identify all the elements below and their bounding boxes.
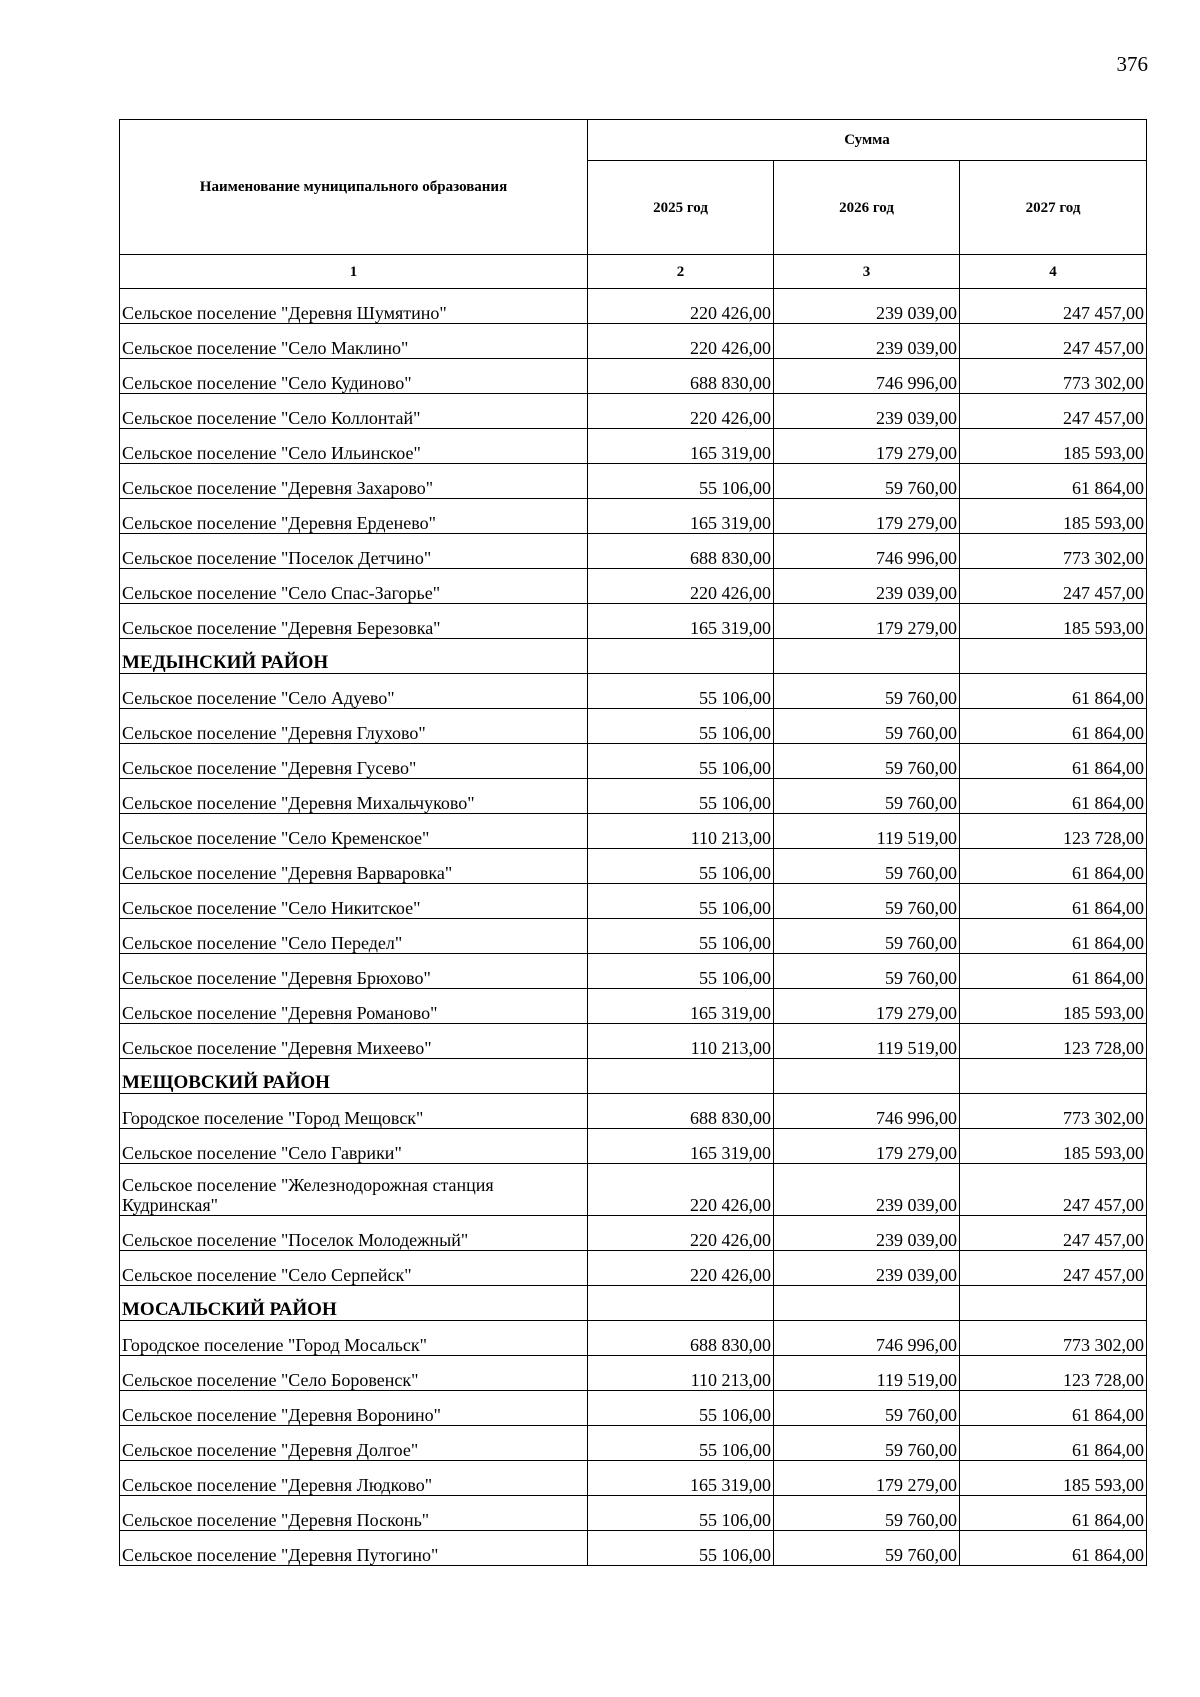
amount-2025: 110 213,00 <box>588 1024 774 1059</box>
amount-2026: 59 760,00 <box>774 464 960 499</box>
amount-2027: 773 302,00 <box>960 534 1147 569</box>
amount-2026: 239 039,00 <box>774 1251 960 1286</box>
table-row <box>120 499 1147 534</box>
amount-2027: 61 864,00 <box>960 779 1147 814</box>
table-row <box>120 1461 1147 1496</box>
amount-2025: 110 213,00 <box>588 814 774 849</box>
amount-2027: 185 593,00 <box>960 604 1147 639</box>
header-colnum-3: 3 <box>774 255 960 289</box>
amount-2026: 59 760,00 <box>774 1531 960 1566</box>
amount-2027: 247 457,00 <box>960 1216 1147 1251</box>
page-number: 376 <box>1116 52 1148 76</box>
amount-2027: 123 728,00 <box>960 814 1147 849</box>
table-row <box>120 1129 1147 1164</box>
municipality-name: Сельское поселение "Деревня Березовка" <box>120 604 588 639</box>
municipality-name: Сельское поселение "Село Серпейск" <box>120 1251 588 1286</box>
amount-2025: 165 319,00 <box>588 499 774 534</box>
municipality-name: Сельское поселение "Поселок Детчино" <box>120 534 588 569</box>
amount-2027: 61 864,00 <box>960 709 1147 744</box>
header-colnum-4: 4 <box>960 255 1147 289</box>
municipality-name: Сельское поселение "Село Маклино" <box>120 324 588 359</box>
header-sum-group: Сумма <box>588 120 1147 161</box>
amount-2026: 59 760,00 <box>774 674 960 709</box>
amount-2027 <box>960 1286 1147 1321</box>
amount-2025: 688 830,00 <box>588 1094 774 1129</box>
amount-2026: 119 519,00 <box>774 1024 960 1059</box>
table-row <box>120 359 1147 394</box>
municipality-name: Сельское поселение "Деревня Глухово" <box>120 709 588 744</box>
amount-2025: 165 319,00 <box>588 1461 774 1496</box>
amount-2026: 179 279,00 <box>774 429 960 464</box>
table-row <box>120 919 1147 954</box>
amount-2026: 59 760,00 <box>774 744 960 779</box>
amount-2026: 746 996,00 <box>774 1094 960 1129</box>
amount-2026: 239 039,00 <box>774 1216 960 1251</box>
amount-2026: 746 996,00 <box>774 1321 960 1356</box>
municipality-name: Сельское поселение "Деревня Воронино" <box>120 1391 588 1426</box>
table-row <box>120 814 1147 849</box>
section-title: МЕЩОВСКИЙ РАЙОН <box>120 1059 588 1094</box>
amount-2025 <box>588 1059 774 1094</box>
municipality-name: Сельское поселение "Село Боровенск" <box>120 1356 588 1391</box>
amount-2027 <box>960 1059 1147 1094</box>
amount-2026: 59 760,00 <box>774 919 960 954</box>
amount-2025: 55 106,00 <box>588 1531 774 1566</box>
amount-2027: 247 457,00 <box>960 569 1147 604</box>
table-header <box>120 120 1147 289</box>
table-row <box>120 1426 1147 1461</box>
amount-2027: 61 864,00 <box>960 1426 1147 1461</box>
amount-2026: 59 760,00 <box>774 779 960 814</box>
header-colnum-1: 1 <box>120 255 588 289</box>
amount-2025 <box>588 639 774 674</box>
table-row <box>120 1216 1147 1251</box>
amount-2025: 55 106,00 <box>588 674 774 709</box>
table-row <box>120 604 1147 639</box>
amount-2025: 220 426,00 <box>588 1251 774 1286</box>
table-row <box>120 1094 1147 1129</box>
amount-2027: 773 302,00 <box>960 1321 1147 1356</box>
amount-2027: 61 864,00 <box>960 849 1147 884</box>
section-title: МЕДЫНСКИЙ РАЙОН <box>120 639 588 674</box>
header-year-2025: 2025 год <box>588 161 774 255</box>
amount-2027: 61 864,00 <box>960 1496 1147 1531</box>
amount-2027: 61 864,00 <box>960 954 1147 989</box>
table-row <box>120 569 1147 604</box>
amount-2026: 239 039,00 <box>774 394 960 429</box>
amount-2025: 55 106,00 <box>588 779 774 814</box>
amount-2025: 220 426,00 <box>588 394 774 429</box>
table-row <box>120 534 1147 569</box>
amount-2027: 123 728,00 <box>960 1356 1147 1391</box>
amount-2027: 61 864,00 <box>960 1531 1147 1566</box>
amount-2025: 55 106,00 <box>588 1391 774 1426</box>
municipality-name: Сельское поселение "Деревня Ерденево" <box>120 499 588 534</box>
table-row <box>120 989 1147 1024</box>
amount-2027: 61 864,00 <box>960 674 1147 709</box>
table-row <box>120 1024 1147 1059</box>
municipality-name: Сельское поселение "Деревня Людково" <box>120 1461 588 1496</box>
amount-2026: 119 519,00 <box>774 1356 960 1391</box>
amount-2025: 220 426,00 <box>588 289 774 324</box>
table-row <box>120 1391 1147 1426</box>
amount-2026: 59 760,00 <box>774 849 960 884</box>
amount-2027: 61 864,00 <box>960 919 1147 954</box>
table-row <box>120 744 1147 779</box>
municipality-name: Сельское поселение "Село Передел" <box>120 919 588 954</box>
municipality-name: Сельское поселение "Деревня Романово" <box>120 989 588 1024</box>
municipality-name: Сельское поселение "Деревня Путогино" <box>120 1531 588 1566</box>
amount-2026: 59 760,00 <box>774 1426 960 1461</box>
municipality-name: Сельское поселение "Деревня Шумятино" <box>120 289 588 324</box>
amount-2027: 61 864,00 <box>960 464 1147 499</box>
table-row <box>120 1251 1147 1286</box>
table-row <box>120 884 1147 919</box>
table-row <box>120 779 1147 814</box>
amount-2027: 247 457,00 <box>960 289 1147 324</box>
section-title: МОСАЛЬСКИЙ РАЙОН <box>120 1286 588 1321</box>
amount-2027: 185 593,00 <box>960 1129 1147 1164</box>
municipality-name: Сельское поселение "Село Кудиново" <box>120 359 588 394</box>
amount-2026: 59 760,00 <box>774 954 960 989</box>
municipality-name: Сельское поселение "Село Никитское" <box>120 884 588 919</box>
municipality-name: Сельское поселение "Село Кременское" <box>120 814 588 849</box>
amount-2026: 179 279,00 <box>774 1129 960 1164</box>
amount-2026: 239 039,00 <box>774 289 960 324</box>
table-row <box>120 289 1147 324</box>
amount-2026: 119 519,00 <box>774 814 960 849</box>
municipality-name: Городское поселение "Город Мосальск" <box>120 1321 588 1356</box>
amount-2026: 179 279,00 <box>774 499 960 534</box>
amount-2026: 239 039,00 <box>774 569 960 604</box>
municipality-name: Сельское поселение "Село Гаврики" <box>120 1129 588 1164</box>
amount-2025 <box>588 1286 774 1321</box>
amount-2026: 239 039,00 <box>774 1164 960 1216</box>
table-row <box>120 849 1147 884</box>
amount-2025: 55 106,00 <box>588 919 774 954</box>
municipality-name: Сельское поселение "Село Коллонтай" <box>120 394 588 429</box>
header-colnum-2: 2 <box>588 255 774 289</box>
table-row <box>120 1531 1147 1566</box>
amount-2025: 55 106,00 <box>588 744 774 779</box>
municipality-name: Сельское поселение "Деревня Долгое" <box>120 1426 588 1461</box>
amount-2026: 239 039,00 <box>774 324 960 359</box>
amount-2026: 746 996,00 <box>774 359 960 394</box>
table-row <box>120 709 1147 744</box>
header-year-2026: 2026 год <box>774 161 960 255</box>
municipality-name: Сельское поселение "Поселок Молодежный" <box>120 1216 588 1251</box>
municipality-name: Сельское поселение "Деревня Варваровка" <box>120 849 588 884</box>
amount-2027: 185 593,00 <box>960 429 1147 464</box>
amount-2027: 773 302,00 <box>960 1094 1147 1129</box>
amount-2025: 55 106,00 <box>588 849 774 884</box>
amount-2025: 165 319,00 <box>588 429 774 464</box>
amount-2025: 220 426,00 <box>588 569 774 604</box>
amount-2027: 773 302,00 <box>960 359 1147 394</box>
amount-2026: 179 279,00 <box>774 604 960 639</box>
amount-2027: 185 593,00 <box>960 499 1147 534</box>
municipality-name: Городское поселение "Город Мещовск" <box>120 1094 588 1129</box>
amount-2026: 59 760,00 <box>774 1391 960 1426</box>
table-row <box>120 464 1147 499</box>
amount-2025: 165 319,00 <box>588 604 774 639</box>
amount-2025: 220 426,00 <box>588 1216 774 1251</box>
table-body <box>120 289 1147 1566</box>
amount-2025: 220 426,00 <box>588 324 774 359</box>
amount-2027: 61 864,00 <box>960 744 1147 779</box>
municipality-name: Сельское поселение "Деревня Михальчуково" <box>120 779 588 814</box>
amount-2025: 688 830,00 <box>588 534 774 569</box>
amount-2025: 165 319,00 <box>588 1129 774 1164</box>
table-row <box>120 674 1147 709</box>
section-row <box>120 639 1147 674</box>
amount-2026: 746 996,00 <box>774 534 960 569</box>
amount-2027: 61 864,00 <box>960 1391 1147 1426</box>
table-row <box>120 1321 1147 1356</box>
header-name-column: Наименование муниципального образования <box>120 120 588 255</box>
amount-2026: 179 279,00 <box>774 989 960 1024</box>
amount-2027: 247 457,00 <box>960 324 1147 359</box>
amount-2025: 55 106,00 <box>588 464 774 499</box>
amount-2027: 185 593,00 <box>960 989 1147 1024</box>
amount-2026 <box>774 1286 960 1321</box>
amount-2025: 55 106,00 <box>588 884 774 919</box>
table-row <box>120 1496 1147 1531</box>
municipality-name: Сельское поселение "Село Адуево" <box>120 674 588 709</box>
amount-2025: 55 106,00 <box>588 954 774 989</box>
amount-2026: 59 760,00 <box>774 884 960 919</box>
table-row <box>120 954 1147 989</box>
amount-2026 <box>774 639 960 674</box>
amount-2026: 59 760,00 <box>774 709 960 744</box>
amount-2027: 247 457,00 <box>960 394 1147 429</box>
section-row <box>120 1059 1147 1094</box>
amount-2026 <box>774 1059 960 1094</box>
amount-2027: 247 457,00 <box>960 1164 1147 1216</box>
amount-2025: 55 106,00 <box>588 1496 774 1531</box>
amount-2025: 165 319,00 <box>588 989 774 1024</box>
municipality-name: Сельское поселение "Село Ильинское" <box>120 429 588 464</box>
amount-2025: 220 426,00 <box>588 1164 774 1216</box>
amount-2027: 185 593,00 <box>960 1461 1147 1496</box>
table-row <box>120 1356 1147 1391</box>
municipality-name: Сельское поселение "Деревня Посконь" <box>120 1496 588 1531</box>
municipality-name: Сельское поселение "Деревня Михеево" <box>120 1024 588 1059</box>
amount-2027: 61 864,00 <box>960 884 1147 919</box>
municipality-name: Сельское поселение "Деревня Захарово" <box>120 464 588 499</box>
table-row <box>120 1164 1147 1216</box>
municipality-name: Сельское поселение "Деревня Брюхово" <box>120 954 588 989</box>
table-row <box>120 394 1147 429</box>
amount-2025: 110 213,00 <box>588 1356 774 1391</box>
amount-2027 <box>960 639 1147 674</box>
municipality-name: Сельское поселение "Село Спас-Загорье" <box>120 569 588 604</box>
amount-2025: 688 830,00 <box>588 1321 774 1356</box>
amount-2026: 59 760,00 <box>774 1496 960 1531</box>
table-row <box>120 429 1147 464</box>
amount-2027: 247 457,00 <box>960 1251 1147 1286</box>
budget-table <box>119 119 1147 1566</box>
amount-2025: 55 106,00 <box>588 1426 774 1461</box>
amount-2025: 688 830,00 <box>588 359 774 394</box>
municipality-name: Сельское поселение "Деревня Гусево" <box>120 744 588 779</box>
municipality-name: Сельское поселение "Железнодорожная станция Кудринская" <box>120 1164 588 1216</box>
amount-2026: 179 279,00 <box>774 1461 960 1496</box>
section-row <box>120 1286 1147 1321</box>
amount-2027: 123 728,00 <box>960 1024 1147 1059</box>
table-row <box>120 324 1147 359</box>
amount-2025: 55 106,00 <box>588 709 774 744</box>
header-year-2027: 2027 год <box>960 161 1147 255</box>
